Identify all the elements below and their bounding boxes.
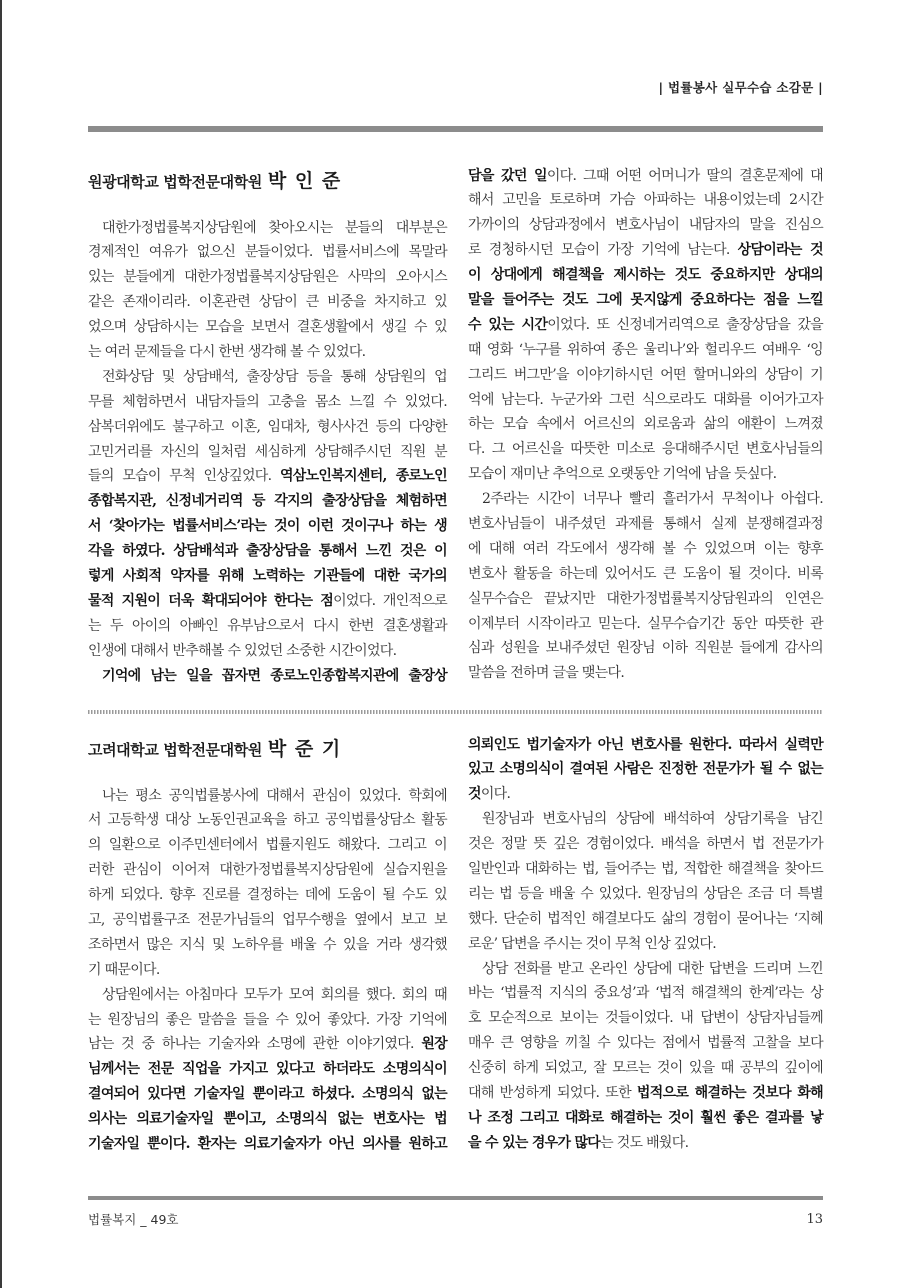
text-line [468, 782, 823, 807]
text-line [88, 290, 447, 315]
text-run: 의 일환으로 이주민센터에서 법률지원도 해왔다. 그리고 이 [88, 837, 447, 854]
text-line [88, 1132, 447, 1157]
text-run: 삼복더위에도 불구하고 이혼, 임대차, 형사사건 등의 다양한 [88, 418, 447, 435]
text-line [468, 313, 823, 338]
running-title: | 법률봉사 실무수습 소감문 | [658, 80, 823, 95]
text-run: 리는 법 등을 배울 수 있었다. 원장님의 상담은 조금 더 특별 [468, 885, 823, 902]
bold-text: 종합복지관, 신정네거리역 등 각지의 출장상담을 체험하면 [88, 493, 447, 510]
text-line [88, 489, 447, 514]
bold-text: 기술자일 뿐이다. 환자는 의료기술자가 아닌 의사를 원하고 [88, 1135, 447, 1152]
text-line [88, 390, 447, 415]
text-run: 는 두 아이의 아빠인 유부남으로서 다시 한번 결혼생활과 [88, 617, 447, 634]
text-line [468, 661, 823, 686]
bold-text: 이 상대에게 해결책을 제시하는 것도 중요하지만 상대의 [468, 267, 823, 284]
text-line [468, 537, 823, 562]
text-run: 것은 정말 뜻 깊은 경험이었다. 배석을 하면서 법 전문가가 [468, 836, 823, 853]
text-line [88, 539, 447, 564]
text-run: 러한 관심이 이어져 대한가정법률복지상담원에 실습지원을 [88, 862, 447, 879]
bold-text: 님께서는 전문 직업을 가지고 있다고 하더라도 소명의식이 [88, 1061, 447, 1078]
text-line [88, 614, 447, 639]
text-run: 해서 고민을 토로하며 가슴 아파하는 내용이었는데 2시간 [468, 192, 823, 209]
text-line [88, 415, 447, 440]
text-line [88, 1082, 447, 1107]
text-line [88, 365, 447, 390]
page-number: 13 [806, 1212, 823, 1227]
essay-column-left [88, 784, 447, 1157]
bold-text: 각을 하였다. 상담배석과 출장상담을 통해서 느낀 것은 이 [88, 543, 447, 560]
text-run: 남는 것 중 하나는 기술자와 소명에 관한 이야기였다. [88, 1036, 422, 1053]
text-line [468, 288, 823, 313]
text-line [468, 363, 823, 388]
text-run: 경제적인 여유가 없으신 분들이었다. 법률서비스에 목말라 [88, 244, 447, 261]
text-line [468, 1106, 823, 1131]
text-run: 는 것도 배웠다. [600, 1134, 689, 1151]
text-run: 에 대해 여러 각도에서 생각해 볼 수 있었으며 이는 향후 [468, 540, 823, 557]
text-line [88, 1107, 447, 1132]
text-run: 일반인과 대화하는 법, 들어주는 법, 적합한 해결책을 찾아드 [468, 860, 823, 877]
text-run: 조하면서 많은 지식 및 노하우를 배울 수 있을 거라 생각했 [88, 936, 447, 953]
author-school: 고려대학교 법학전문대학원 [88, 741, 262, 759]
text-run: 변호사 활동을 하는데 있어서도 큰 도움이 될 것이다. 비록 [468, 565, 823, 582]
text-line [88, 514, 447, 539]
bold-text: 것 [468, 786, 481, 803]
text-run: 이다. [480, 786, 511, 803]
text-run: 했다. 단순히 법적인 해결보다도 삶의 경험이 묻어나는 ‘지혜 [468, 910, 823, 927]
text-run: 이었다. 또 신정네거리역으로 출장상담을 갔을 [547, 316, 824, 333]
bold-text: 원장 [421, 1036, 447, 1053]
text-run: 상담원에서는 아침마다 모두가 모여 회의를 했다. 회의 때 [102, 986, 447, 1003]
text-line [88, 933, 447, 958]
author-byline [88, 168, 341, 194]
text-line [88, 240, 447, 265]
text-line [468, 188, 823, 213]
header-rule [88, 126, 823, 132]
bold-text: 말을 들어주는 것도 그에 못지않게 중요하다는 점을 느낄 [468, 291, 823, 308]
bold-text: 의사는 의료기술자일 뿐이고, 소명의식 없는 변호사는 법 [88, 1111, 447, 1128]
bold-text: 법적으로 해결하는 것보다 화해 [636, 1084, 823, 1101]
text-run: 다. 그 어르신을 따뜻한 미소로 응대해주시던 변호사님들의 [468, 441, 823, 458]
text-line [88, 589, 447, 614]
text-line [88, 464, 447, 489]
paragraph [88, 784, 447, 983]
text-line [468, 388, 823, 413]
paragraph [88, 983, 447, 1157]
text-run: 심과 성원을 보내주셨던 원장님 이하 직원분 들에게 감사의 [468, 640, 823, 657]
footer-rule [88, 1196, 823, 1200]
bold-text: 물적 지원이 더욱 확대되어야 한다는 점 [88, 592, 334, 609]
text-line [468, 981, 823, 1006]
text-line [88, 265, 447, 290]
text-line [468, 164, 823, 189]
text-line [468, 1006, 823, 1031]
paragraph [88, 216, 447, 365]
bold-text: 서 ‘찾아가는 법률서비스’라는 것이 이런 것이구나 하는 생 [88, 518, 447, 535]
text-line [88, 784, 447, 809]
bold-text: 의뢰인도 법기술자가 아닌 변호사를 원한다. 따라서 실력만 [468, 736, 823, 753]
text-run: 말씀을 전하며 글을 맺는다. [468, 665, 625, 682]
paragraph [88, 365, 447, 664]
paragraph [468, 733, 823, 808]
text-run: 억에 남는다. 누군가와 그런 식으로라도 대화를 이어가고자 [468, 391, 823, 408]
text-run: 모습이 재미난 추억으로 오랫동안 기억에 남을 듯싶다. [468, 466, 777, 483]
author-byline [88, 736, 341, 762]
essay-column-left [88, 216, 447, 689]
essay-column-right [468, 733, 823, 1156]
text-run: 매우 큰 영향을 끼칠 수 있다는 점에서 법률적 고찰을 보다 [468, 1035, 823, 1052]
text-line [468, 1056, 823, 1081]
text-run: 는 원장님의 좋은 말씀을 들을 수 있어 좋았다. 가장 기억에 [88, 1011, 447, 1028]
text-line [468, 338, 823, 363]
text-line [88, 883, 447, 908]
text-line [88, 808, 447, 833]
text-line [468, 412, 823, 437]
text-run: 그리드 버그만’을 이야기하시던 어떤 할머니와의 상담이 기 [468, 366, 823, 383]
text-line [468, 957, 823, 982]
bold-text: 역삼노인복지센터, 종로노인 [279, 468, 447, 485]
text-line [88, 315, 447, 340]
text-run: 서 고등학생 대상 노동인권교육을 하고 공익법률상담소 활동 [88, 812, 447, 829]
text-line [468, 907, 823, 932]
text-run: 신중히 하게 되었고, 잘 모르는 것이 있을 때 공부의 깊이에 [468, 1060, 823, 1077]
bold-text: 상담이라는 것 [737, 242, 823, 259]
text-run: 대해 반성하게 되었다. 또한 [468, 1084, 637, 1101]
bold-text: 담을 갔던 일 [468, 167, 547, 184]
text-line [468, 832, 823, 857]
text-run: 이었다. 개인적으로 [333, 592, 447, 609]
text-run: 변호사님들이 내주셨던 과제를 통해서 실제 분쟁해결과정 [468, 515, 823, 532]
text-line [88, 1032, 447, 1057]
text-line [468, 757, 823, 782]
text-line [88, 639, 447, 664]
text-line [88, 958, 447, 983]
text-line [88, 1057, 447, 1082]
text-run: 무를 체험하면서 내담자들의 고충을 몸소 느낄 수 있었다. [88, 393, 447, 410]
text-line [468, 1031, 823, 1056]
text-run: 하는 모습 속에서 어르신의 외로움과 삶의 애환이 느껴졌 [468, 416, 823, 433]
text-run: 었으며 상담하시는 모습을 보면서 결혼생활에서 생길 수 있 [88, 319, 447, 336]
paragraph [468, 807, 823, 956]
text-line [468, 587, 823, 612]
section-divider [88, 710, 823, 714]
text-run: 기 때문이다. [88, 961, 160, 978]
bold-text: 수 있는 시간 [468, 316, 548, 333]
text-run: 로운’ 답변을 주시는 것이 무척 인상 깊었다. [468, 935, 717, 952]
bold-text: 결여되어 있다면 기술자일 뿐이라고 하셨다. 소명의식 없는 [88, 1086, 447, 1103]
text-line [88, 908, 447, 933]
text-run: 는 여러 문제들을 다시 한번 생각해 볼 수 있었다. [88, 343, 366, 360]
text-line [468, 857, 823, 882]
bold-text: 나 조정 그리고 대화로 해결하는 것이 훨씬 좋은 결과를 낳 [468, 1109, 823, 1126]
publication-name: 법률복지 _ 49호 [88, 1212, 179, 1227]
text-run: 로 경청하시던 모습이 가장 기억에 남는다. [468, 242, 738, 259]
text-run: 호 모순적으로 보이는 것들이었다. 내 답변이 상담자님들께 [468, 1010, 823, 1027]
page-edge [0, 0, 2, 1288]
bold-text: 있고 소명의식이 결여된 사람은 진정한 전문가가 될 수 없는 [468, 761, 823, 778]
text-line [468, 807, 823, 832]
text-line [468, 487, 823, 512]
text-line [468, 238, 823, 263]
author-school: 원광대학교 법학전문대학원 [88, 173, 262, 191]
text-run: 나는 평소 공익법률봉사에 대해서 관심이 있었다. 학회에 [102, 787, 447, 804]
author-name: 박 인 준 [267, 170, 342, 192]
bold-text: 기억에 남는 일을 꼽자면 종로노인종합복지관에 출장상 [102, 667, 447, 684]
text-run: 바는 ‘법률적 지식의 중요성’과 ‘법적 해결책의 한계’라는 상 [468, 985, 823, 1002]
text-line [88, 440, 447, 465]
text-run: 이다. 그때 어떤 어머니가 딸의 결혼문제에 대 [546, 167, 823, 184]
text-run: 상담 전화를 받고 온라인 상담에 대한 답변을 드리며 느낀 [482, 960, 823, 977]
bold-text: 을 수 있는 경우가 많다 [468, 1134, 601, 1151]
text-line [88, 664, 447, 689]
text-run: 대한가정법률복지상담원에 찾아오시는 분들의 대부분은 [102, 219, 447, 236]
text-line [468, 1081, 823, 1106]
text-line [468, 213, 823, 238]
text-line [468, 1131, 823, 1156]
text-run: 2주라는 시간이 너무나 빨리 흘러가서 무척이나 아쉽다. [482, 491, 823, 508]
paragraph [88, 664, 447, 689]
text-run: 원장님과 변호사님의 상담에 배석하여 상담기록을 남긴 [482, 811, 823, 828]
text-line [468, 932, 823, 957]
text-line [468, 636, 823, 661]
text-run: 같은 존재이리라. 이혼관련 상담이 큰 비중을 차지하고 있 [88, 294, 447, 311]
text-run: 들의 모습이 무척 인상깊었다. [88, 468, 280, 485]
bold-text: 렇게 사회적 약자를 위해 노력하는 기관들에 대한 국가의 [88, 567, 447, 584]
text-line [468, 612, 823, 637]
text-run: 인생에 대해서 반추해볼 수 있었던 소중한 시간이었다. [88, 642, 397, 659]
paragraph [468, 487, 823, 686]
text-line [468, 462, 823, 487]
text-line [88, 1008, 447, 1033]
paragraph [468, 164, 823, 488]
text-line [468, 733, 823, 758]
text-line [468, 882, 823, 907]
text-run: 고민거리를 자신의 일처럼 세심하게 상담해주시던 직원 분 [88, 443, 447, 460]
text-run: 고, 공익법률구조 전문가님들의 업무수행을 옆에서 보고 보 [88, 911, 447, 928]
text-run: 실무수습은 끝났지만 대한가정법률복지상담원과의 인연은 [468, 590, 823, 607]
text-run: 전화상담 및 상담배석, 출장상담 등을 통해 상담원의 업 [102, 368, 447, 385]
text-run: 이제부터 시작이라고 믿는다. 실무수습기간 동안 따뜻한 관 [468, 615, 823, 632]
text-line [88, 564, 447, 589]
text-line [468, 512, 823, 537]
text-run: 있는 분들에게 대한가정법률복지상담원은 사막의 오아시스 [88, 269, 447, 286]
text-run: 가까이의 상담과정에서 변호사님이 내담자의 말을 진심으 [468, 217, 823, 234]
text-line [88, 983, 447, 1008]
text-line [88, 833, 447, 858]
paragraph [468, 957, 823, 1156]
text-run: 하게 되었다. 향후 진로를 결정하는 데에 도움이 될 수도 있 [88, 887, 447, 904]
text-line [88, 216, 447, 241]
text-line [88, 340, 447, 365]
text-line [468, 263, 823, 288]
author-name: 박 준 기 [267, 738, 342, 760]
text-line [88, 858, 447, 883]
text-line [468, 437, 823, 462]
text-line [468, 562, 823, 587]
essay-column-right [468, 164, 823, 687]
text-run: 때 영화 ‘누구를 위하여 종은 울리나’와 헐리우드 여배우 ‘잉 [468, 341, 823, 358]
